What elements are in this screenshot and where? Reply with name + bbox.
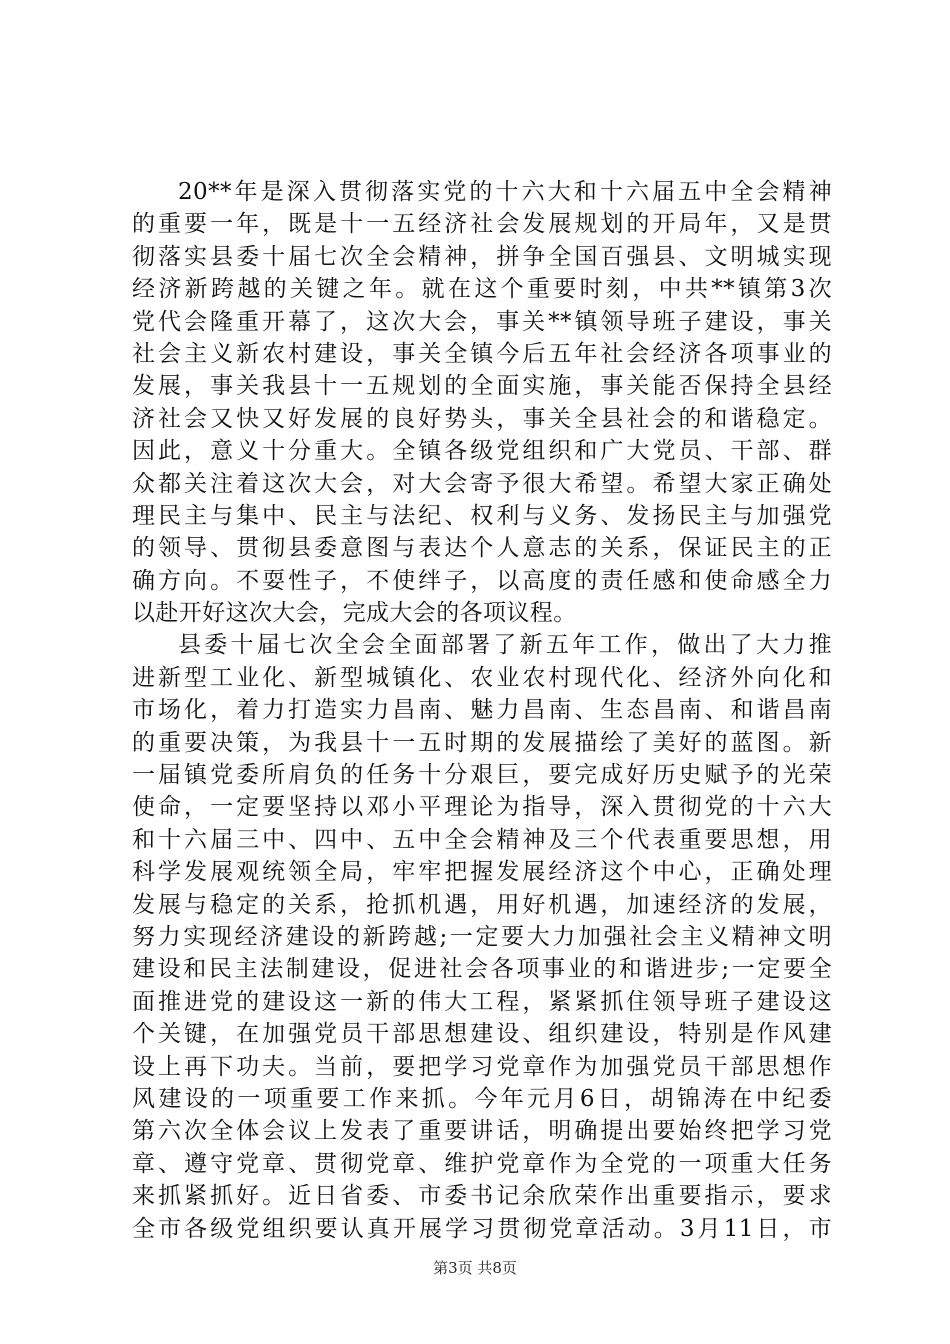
text-line: 济社会又快又好发展的良好势头，事关全县社会的和谐稳定。 <box>132 405 832 432</box>
page-number-label: 第3页 共8页 <box>433 1259 517 1277</box>
text-line: 使命，一定要坚持以邓小平理论为指导，深入贯彻党的十六大 <box>132 794 832 821</box>
paragraph-2 <box>132 629 832 1244</box>
text-line: 风建设的一项重要工作来抓。今年元月6日，胡锦涛在中纪委 <box>132 1085 832 1112</box>
text-line: 第六次全体会议上发表了重要讲话，明确提出要始终把学习党 <box>132 1118 832 1145</box>
text-line: 全市各级党组织要认真开展学习贯彻党章活动。3月11日，市 <box>132 1215 832 1242</box>
text-line: 个关键，在加强党员干部思想建设、组织建设，特别是作风建 <box>132 1021 832 1048</box>
text-line: 20**年是深入贯彻落实党的十六大和十六届五中全会精神 <box>178 179 832 205</box>
text-line: 确方向。不耍性子，不使绊子，以高度的责任感和使命感全力 <box>132 567 832 594</box>
text-line: 来抓紧抓好。近日省委、市委书记余欣荣作出重要指示，要求 <box>132 1183 832 1210</box>
text-line: 党代会隆重开幕了，这次大会，事关**镇领导班子建设，事关 <box>132 308 832 335</box>
text-line: 一届镇党委所肩负的任务十分艰巨，要完成好历史赋予的光荣 <box>132 762 832 789</box>
text-line: 面推进党的建设这一新的伟大工程，紧紧抓住领导班子建设这 <box>132 988 832 1015</box>
text-line: 和十六届三中、四中、五中全会精神及三个代表重要思想，用 <box>132 826 832 853</box>
text-line: 建设和民主法制建设，促进社会各项事业的和谐进步;一定要全 <box>132 956 832 983</box>
text-line: 经济新跨越的关键之年。就在这个重要时刻，中共**镇第3次 <box>132 276 832 303</box>
page-footer <box>0 1258 950 1278</box>
text-line: 市场化，着力打造实力昌南、魅力昌南、生态昌南、和谐昌南 <box>132 697 832 724</box>
text-line: 彻落实县委十届七次全会精神，拼争全国百强县、文明城实现 <box>132 243 832 270</box>
body-text <box>132 176 832 1245</box>
text-line: 社会主义新农村建设，事关全镇今后五年社会经济各项事业的 <box>132 340 832 367</box>
text-line: 的领导、贯彻县委意图与表达个人意志的关系，保证民主的正 <box>132 535 832 562</box>
text-line: 的重要一年，既是十一五经济社会发展规划的开局年，又是贯 <box>132 211 832 238</box>
text-line: 章、遵守党章、贯彻党章、维护党章作为全党的一项重大任务 <box>132 1150 832 1177</box>
text-line: 发展与稳定的关系，抢抓机遇，用好机遇，加速经济的发展， <box>132 891 832 918</box>
text-line: 县委十届七次全会全面部署了新五年工作，做出了大力推 <box>178 632 832 659</box>
text-line: 设上再下功夫。当前，要把学习党章作为加强党员干部思想作 <box>132 1053 832 1080</box>
text-line: 以赴开好这次大会，完成大会的各项议程。 <box>132 600 577 627</box>
paragraph-1 <box>132 176 832 629</box>
text-line: 因此，意义十分重大。全镇各级党组织和广大党员、干部、群 <box>132 438 832 465</box>
text-line: 科学发展观统领全局，牢牢把握发展经济这个中心，正确处理 <box>132 859 832 886</box>
text-line: 理民主与集中、民主与法纪、权利与义务、发扬民主与加强党 <box>132 502 832 529</box>
text-line: 进新型工业化、新型城镇化、农业农村现代化、经济外向化和 <box>132 664 832 691</box>
text-line: 的重要决策，为我县十一五时期的发展描绘了美好的蓝图。新 <box>132 729 832 756</box>
text-line: 发展，事关我县十一五规划的全面实施，事关能否保持全县经 <box>132 373 832 400</box>
text-line: 众都关注着这次大会，对大会寄予很大希望。希望大家正确处 <box>132 470 832 497</box>
text-line: 努力实现经济建设的新跨越;一定要大力加强社会主义精神文明 <box>132 923 832 950</box>
